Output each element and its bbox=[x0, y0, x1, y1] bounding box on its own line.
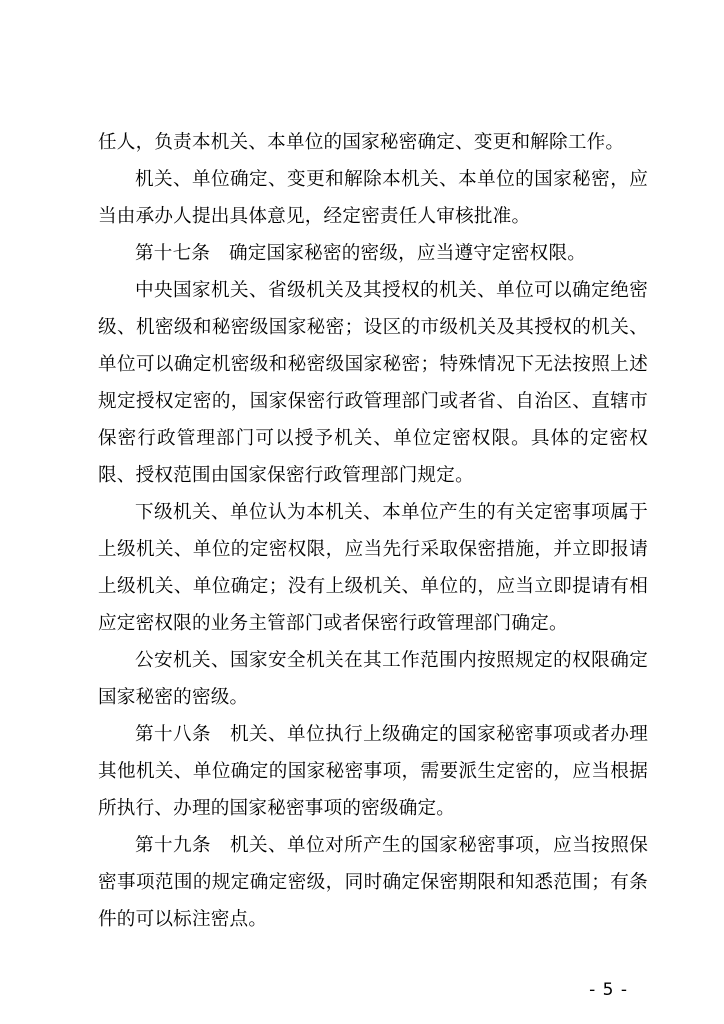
paragraph: 机关、单位确定、变更和解除本机关、本单位的国家秘密，应当由承办人提出具体意见，经定密责任人审核批准。 bbox=[98, 169, 648, 227]
article-18-paragraph: 第十八条 机关、单位执行上级确定的国家秘密事项或者办理其他机关、单位确定的国家秘密事项，需要派生定密的，应当根据所执行、办理的国家秘密事项的密级确定。 bbox=[98, 724, 648, 819]
article-17-heading-paragraph: 第十七条 确定国家秘密的密级，应当遵守定密权限。 bbox=[135, 243, 587, 264]
paragraph: 下级机关、单位认为本机关、本单位产生的有关定密事项属于上级机关、单位的定密权限，应当先行采取保密措施，并立即报请上级机关、单位确定；没有上级机关、单位的，应当立即提请有相应定密权限的业务主管部门或者保密行政管理部门确定。 bbox=[98, 502, 648, 634]
article-19-paragraph: 第十九条 机关、单位对所产生的国家秘密事项，应当按照保密事项范围的规定确定密级，同时确定保密期限和知悉范围；有条件的可以标注密点。 bbox=[98, 835, 648, 930]
page-number: - 5 - bbox=[589, 980, 628, 1000]
paragraph-continuation: 任人，负责本机关、本单位的国家秘密确定、变更和解除工作。 bbox=[98, 132, 625, 153]
paragraph: 公安机关、国家安全机关在其工作范围内按照规定的权限确定国家秘密的密级。 bbox=[98, 650, 648, 708]
document-body bbox=[98, 124, 648, 938]
paragraph: 中央国家机关、省级机关及其授权的机关、单位可以确定绝密级、机密级和秘密级国家秘密；设区的市级机关及其授权的机关、单位可以确定机密级和秘密级国家秘密；特殊情况下无法按照上述规定授权定密的，国家保密行政管理部门或者省、自治区、直辖市保密行政管理部门可以授予机关、单位定密权限。具体的定密权限、授权范围由国家保密行政管理部门规定。 bbox=[98, 280, 648, 486]
